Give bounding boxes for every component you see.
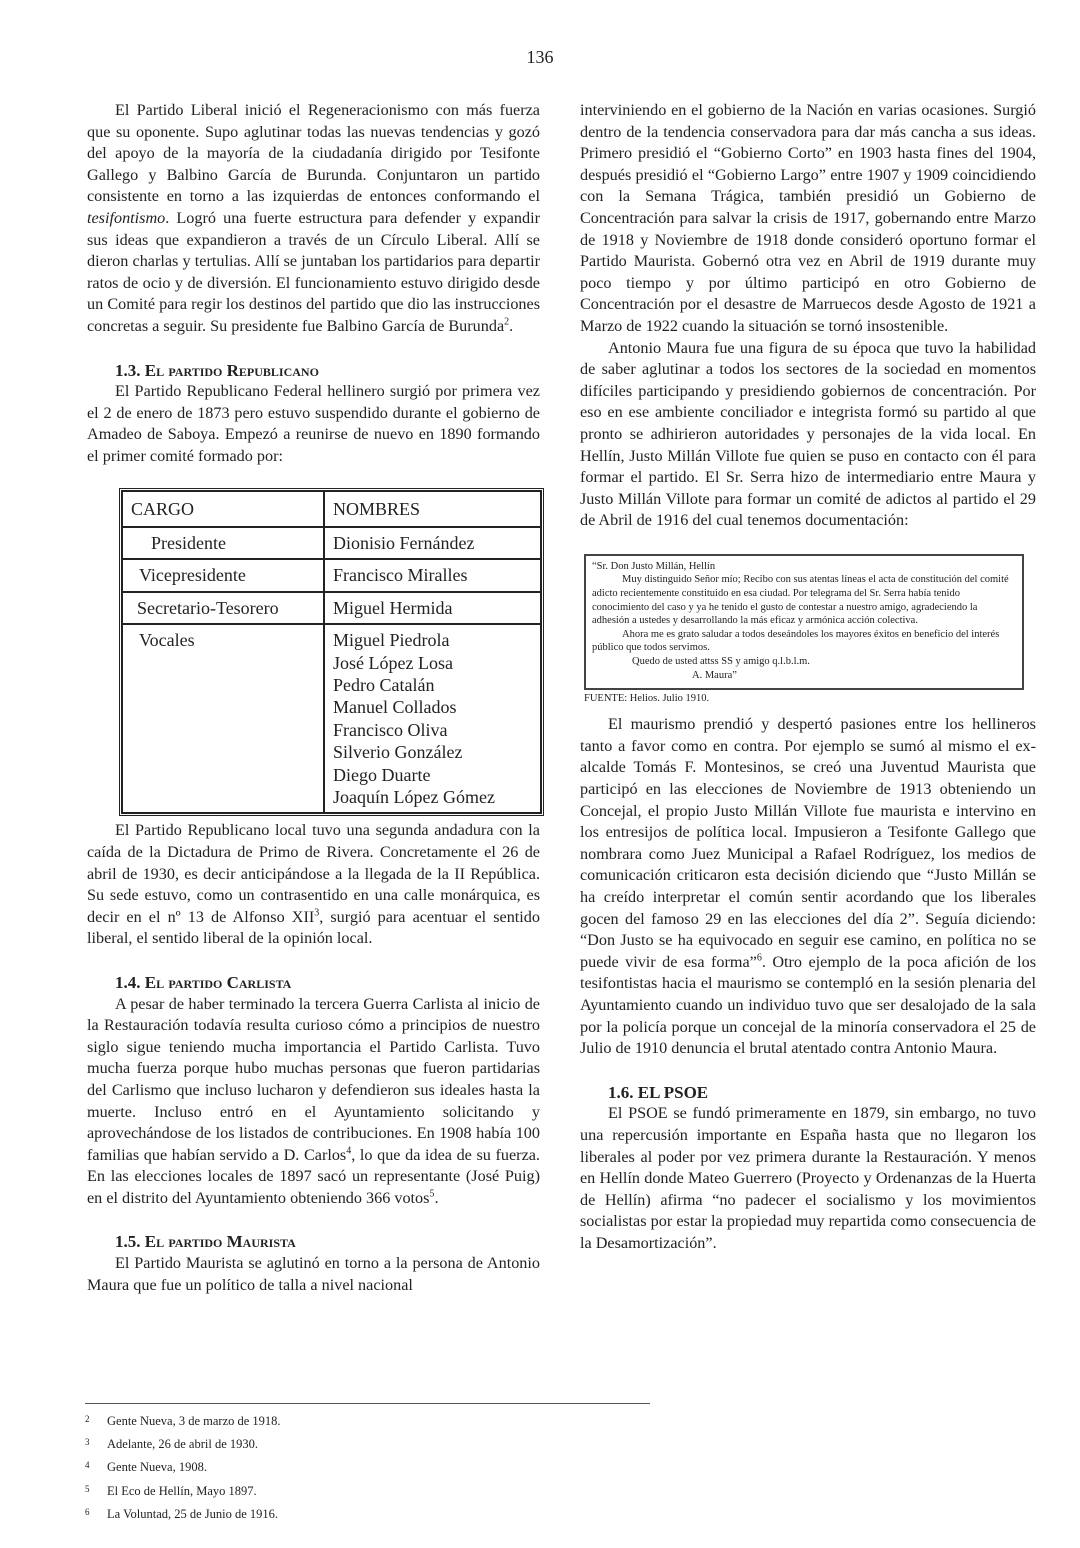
nombre-item: Francisco Oliva: [333, 719, 448, 740]
heading-partido-maurista: [87, 1231, 540, 1253]
cargo-cell: Vocales: [122, 624, 324, 813]
nombre-item: Diego Duarte: [333, 764, 431, 785]
nombre-item: Joaquín López Gómez: [333, 786, 495, 807]
heading-partido-carlista: [87, 972, 540, 994]
paragraph-maura-career: interviniendo en el gobierno de la Nación en varias ocasiones. Surgió dentro de la tendencia conservadora para dar más cancha a sus ideas. Primero presidió el “Gobierno Corto” en 1903 hasta fines del 1904, después presidió el “Gobierno Largo” entre 1907 y 1909 coincidiendo con la Semana Trágica, también presidió un Gobierno de Concentración para salvar la crisis de 1917, gobernando entre Marzo de 1918 y Noviembre de 1918 donde consideró oportuno formar el Partido Maurista. Gobernó otra vez en Abril de 1919 durante muy poco tiempo y por último participó en otro Gobierno de Concentración por el desastre de Marruecos desde Agosto de 1921 a Marzo de 1922 cuando la situación se tornó insostenible.: [580, 101, 1036, 335]
nombre-item: Miguel Piedrola: [333, 630, 450, 651]
letter-text: Muy distinguido Señor mío; Recibo con sus atentas líneas el acta de constitución del comité adicto recientemente constituido en esa ciudad. Por telegrama del Sr. Serra había tenido conocimiento del caso y ya he tenido el gusto de contestar a nuestro amigo, agradeciendo la adhesión a ustedes y desarrollando la más eficaz y armónica acción colectiva.: [592, 574, 1009, 627]
letter-body: [592, 628, 1016, 655]
footnote-item: [85, 1433, 281, 1456]
nombre-item: Silverio González: [333, 742, 463, 763]
nombre-item: Pedro Catalán: [333, 674, 435, 695]
letter-text: Ahora me es grato saludar a todos deseándoles los mayores éxitos en beneficio del interés público que todos servimos.: [592, 628, 1000, 654]
nombre-item: Manuel Collados: [333, 697, 457, 718]
footnote-item: [85, 1503, 281, 1526]
letter-indent: [592, 574, 622, 585]
footnote-mark: 2: [85, 1414, 90, 1424]
left-column: [87, 100, 540, 1296]
header-nombres: NOMBRES: [324, 491, 541, 527]
cargo-cell: Presidente: [122, 527, 324, 559]
text-span: . Otro ejemplo de la poca afición de los tesifontistas hacia el maurismo se contempló en la sesión plenaria del Ayuntamiento cuando un individuo tuvo que ser desalojado de la sala por la policía porque un concejal de la minoría conservadora el 25 de Julio de 1910 denuncia el brutal atentado contra Antonio Maura.: [580, 952, 1036, 1058]
nombre-item: José López Losa: [333, 652, 453, 673]
table-row: [122, 559, 541, 591]
footnote-mark: 3: [85, 1437, 90, 1448]
letter-indent: [592, 629, 622, 640]
footnote-item: [85, 1456, 281, 1479]
paragraph-psoe: El PSOE se fundó primeramente en 1879, sin embargo, no tuvo una repercusión importante en España hasta que no llegaron los liberales al poder por vez primera durante la Restauración. Y menos en Hellín donde Mateo Guerrero (Proyecto y Ordenanzas de la Huerta de Hellín) afirma “no padecer el socialismo y los movimientos socialistas por estar la propiedad muy repartida como consecuencia de la Desamortización”.: [580, 1104, 1036, 1252]
footnote-mark: 6: [85, 1506, 90, 1517]
table-row: [122, 592, 541, 624]
text-span: El Partido Liberal inició el Regeneracionismo con más fuerza que su oponente. Supo aglutinar todas las nuevas tendencias y gozó del apoyo de la mayoría de la ciudadanía dirigido por Tesifonte Gallego y Balbino García de Burunda. Conjuntaron un partido consistente en torno a las izquierdas de entonces conformando el: [87, 101, 540, 206]
committee-table: [119, 488, 544, 817]
paragraph-liberal: [87, 100, 540, 338]
cargo-cell: Vicepresidente: [122, 559, 324, 591]
footnote-mark: 4: [85, 1460, 90, 1471]
text-span: . Logró una fuerte estructura para defender y expandir sus ideas que expandieron a través de un Círculo Liberal. Allí se dieron charlas y tertulias. Allí se juntaban los partidarios para departir ratos de ocio y de diversión. El funcionamiento estuvo dirigido desde un Comité para regir los destinos del partido que dio las instrucciones concretas a seguir. Su presidente fue Balbino García de Burunda: [87, 208, 540, 335]
paragraph-republicano: El Partido Republicano Federal hellinero surgió por primera vez el 2 de enero de 1873 pero estuvo suspendido durante el gobierno de Amadeo de Saboya. Empezó a reunirse de nuevo en 1890 formando el primer comité formado por:: [87, 382, 540, 465]
footnote-text: El Eco de Hellín, Mayo 1897.: [107, 1483, 257, 1498]
text-span: El Partido Republicano local tuvo una segunda andadura con la caída de la Dictadura de Primo de Rivera. Concretamente el 26 de abril de 1930, es decir anticipándose a la llegada de la II República. Su sede estuvo, como un contrasentido en una calle monárquica, es decir en el nº 13 de Alfonso XII: [87, 821, 540, 926]
footnote-text: Adelante, 26 de abril de 1930.: [107, 1437, 258, 1452]
footnote-item: [85, 1410, 281, 1433]
footnote-text: La Voluntad, 25 de Junio de 1916.: [107, 1506, 279, 1521]
paragraph-republicano-2: [87, 820, 540, 950]
nombres-list-cell: [324, 624, 541, 813]
letter-source: FUENTE: Helios. Julio 1910.: [584, 693, 710, 705]
letter-salutation: “Sr. Don Justo Millán, Hellín: [592, 560, 716, 572]
footnote-item: [85, 1480, 281, 1503]
table-header-row: [122, 491, 541, 527]
page-number: 136: [526, 47, 554, 67]
letter-signature: A. Maura”: [692, 669, 737, 681]
footnote-text: Gente Nueva, 3 de marzo de 1918.: [107, 1414, 281, 1428]
paragraph-maurismo: [580, 714, 1036, 1060]
table-row: [122, 624, 541, 813]
paragraph-carlista: [87, 994, 540, 1210]
heading-title: El partido Republicano: [144, 360, 319, 380]
header-cargo: CARGO: [122, 491, 324, 527]
footnote-text: Gente Nueva, 1908.: [107, 1460, 207, 1475]
text-span: A pesar de haber terminado la tercera Guerra Carlista al inicio de la Restauración todavía resulta curioso cómo a principios de nuestro siglo sigue teniendo mucha importancia el Partido Carlista. Tuvo mucha fuerza porque hubo muchas personas que fueron partidarias del Carlismo que incluso lucharon y defendieron sus ideales hasta la muerte. Incluso entró en el Ayuntamiento solicitando y aprovechándose de los listados de contribuciones. En 1908 había 100 familias que habían servido a D. Carlos: [87, 994, 540, 1164]
footnote-ref[interactable]: 2: [504, 316, 510, 328]
right-column: [580, 100, 1036, 1254]
footnote-ref[interactable]: 4: [346, 1145, 352, 1157]
heading-number: 1.5.: [115, 1232, 141, 1252]
text-span: .: [434, 1188, 439, 1207]
cargo-cell: Secretario-Tesorero: [122, 592, 324, 624]
italic-term: tesifontismo: [87, 208, 166, 227]
letter-closing: Quedo de usted attss SS y amigo q.l.b.l.m.: [632, 656, 810, 668]
heading-title: El partido Maurista: [144, 1232, 296, 1252]
text-span: .: [509, 316, 514, 335]
heading-partido-republicano: [87, 360, 540, 382]
letter-body: [592, 573, 1016, 627]
nombre-cell: Francisco Miralles: [324, 559, 541, 591]
nombre-cell: Dionisio Fernández: [324, 527, 541, 559]
text-span: , lo que da idea de su fuerza. En las elecciones locales de 1897 sacó un representante (José Puig) en el distrito del Ayuntamiento obteniendo 366 votos: [87, 1145, 540, 1207]
heading-title: El partido Carlista: [144, 972, 292, 992]
paragraph-maura-figure: Antonio Maura fue una figura de su época que tuvo la habilidad de saber aglutinar a todos los sectores de la sociedad en momentos difíciles participando y presidiendo gobiernos de concentración. Por eso en ese ambiente conciliador e integrista formó su partido al que pronto se adhirieron autoridades y personajes de la vida local. En Hellín, Justo Millán Villote fue quien se puso en contacto con él para formar el partido. El Sr. Serra hizo de intermediario entre Maura y Justo Millán Villote para formar un comité de adictos al partido el 29 de Abril de 1916 del cual tenemos documentación:: [580, 338, 1036, 530]
nombre-cell: Miguel Hermida: [324, 592, 541, 624]
text-span: , surgió para acentuar el sentido liberal, el sentido liberal de la opinión local.: [87, 907, 540, 948]
footnote-mark: 5: [85, 1483, 90, 1494]
table-row: [122, 527, 541, 559]
heading-psoe: 1.6. EL PSOE: [608, 1082, 709, 1102]
footnote-ref[interactable]: 3: [314, 907, 320, 919]
footnote-ref[interactable]: 6: [756, 952, 762, 964]
paragraph-maurista: El Partido Maurista se aglutinó en torno a la persona de Antonio Maura que fue un político de talla a nivel nacional: [87, 1254, 540, 1294]
footnote-rule: [85, 1403, 650, 1404]
heading-number: 1.3.: [115, 360, 141, 380]
heading-number: 1.4.: [115, 972, 141, 992]
maura-letter-box: [584, 554, 1024, 690]
footnotes: [85, 1410, 281, 1526]
footnote-ref[interactable]: 5: [429, 1188, 435, 1200]
text-span: El maurismo prendió y despertó pasiones entre los hellineros tanto a favor como en contra. Por ejemplo se sumó al mismo el ex-alcalde Tomás F. Montesinos, se creó una Juventud Maurista que participó en las elecciones de Noviembre de 1913 obteniendo un Concejal, el propio Justo Millán Villote fue maurista e intervino en los entresijos de política local. Impusieron a Tesifonte Gallego que nombrara como Juez Municipal a Rafael Rodríguez, los medios de comunicación criticaron esta decisión diciendo que “Justo Millán se ha creído interpretar el común sentir acordando que los liberales gocen del famoso 29 en las elecciones del día 2”. Seguía diciendo: “Don Justo se ha equivocado en seguir ese camino, en política no se puede vivir de esa forma”: [580, 715, 1036, 971]
